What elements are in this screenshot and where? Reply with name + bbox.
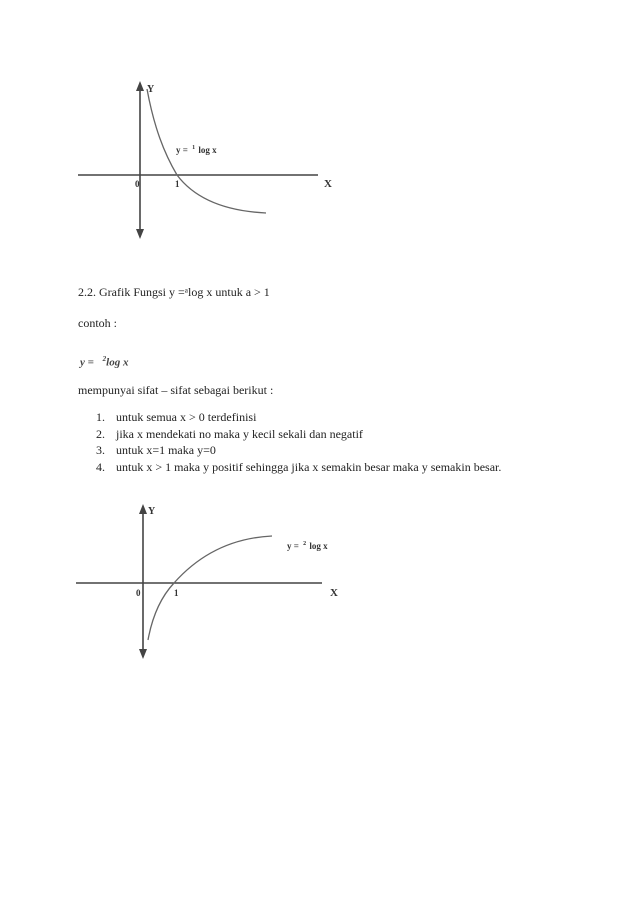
y-axis-arrow-down — [139, 649, 147, 659]
y-axis-arrow-up — [139, 504, 147, 514]
origin-label: 0 — [135, 179, 140, 189]
y-axis-label: Y — [147, 84, 155, 95]
list-item: 1. untuk semua x > 0 terdefinisi — [96, 410, 257, 424]
properties-intro: mempunyai sifat – sifat sebagai berikut : — [78, 383, 274, 397]
example-label: contoh : — [78, 316, 117, 330]
y-axis-label: Y — [148, 506, 156, 517]
formula-log: log x — [106, 356, 129, 369]
graph-increasing-log — [70, 500, 360, 665]
equation-label: y = $^1$ log x — [176, 145, 217, 155]
y-axis-arrow-up — [136, 81, 144, 91]
log-curve — [148, 536, 272, 640]
formula-prefix: y = — [80, 356, 94, 369]
section-heading: 2.2. Grafik Fungsi y =ᵃlog x untuk a > 1 — [78, 285, 270, 299]
origin-label: 0 — [136, 588, 141, 598]
formula-base: 2 — [102, 355, 107, 363]
one-label: 1 — [174, 588, 179, 598]
x-axis-label: X — [324, 178, 332, 190]
example-formula — [80, 355, 128, 369]
list-item: 4. untuk x > 1 maka y positif sehingga jika x semakin besar maka y semakin besar. — [96, 459, 502, 474]
properties-list — [78, 409, 501, 475]
list-item: 2. jika x mendekati no maka y kecil sekali dan negatif — [96, 426, 363, 441]
list-item: 3. untuk x=1 maka y=0 — [96, 443, 216, 457]
y-axis-arrow-down — [136, 229, 144, 239]
one-label: 1 — [175, 179, 180, 189]
equation-label: y = $^2$ log x — [287, 541, 328, 551]
x-axis-label: X — [330, 587, 338, 599]
graph-decreasing-log — [70, 75, 360, 245]
